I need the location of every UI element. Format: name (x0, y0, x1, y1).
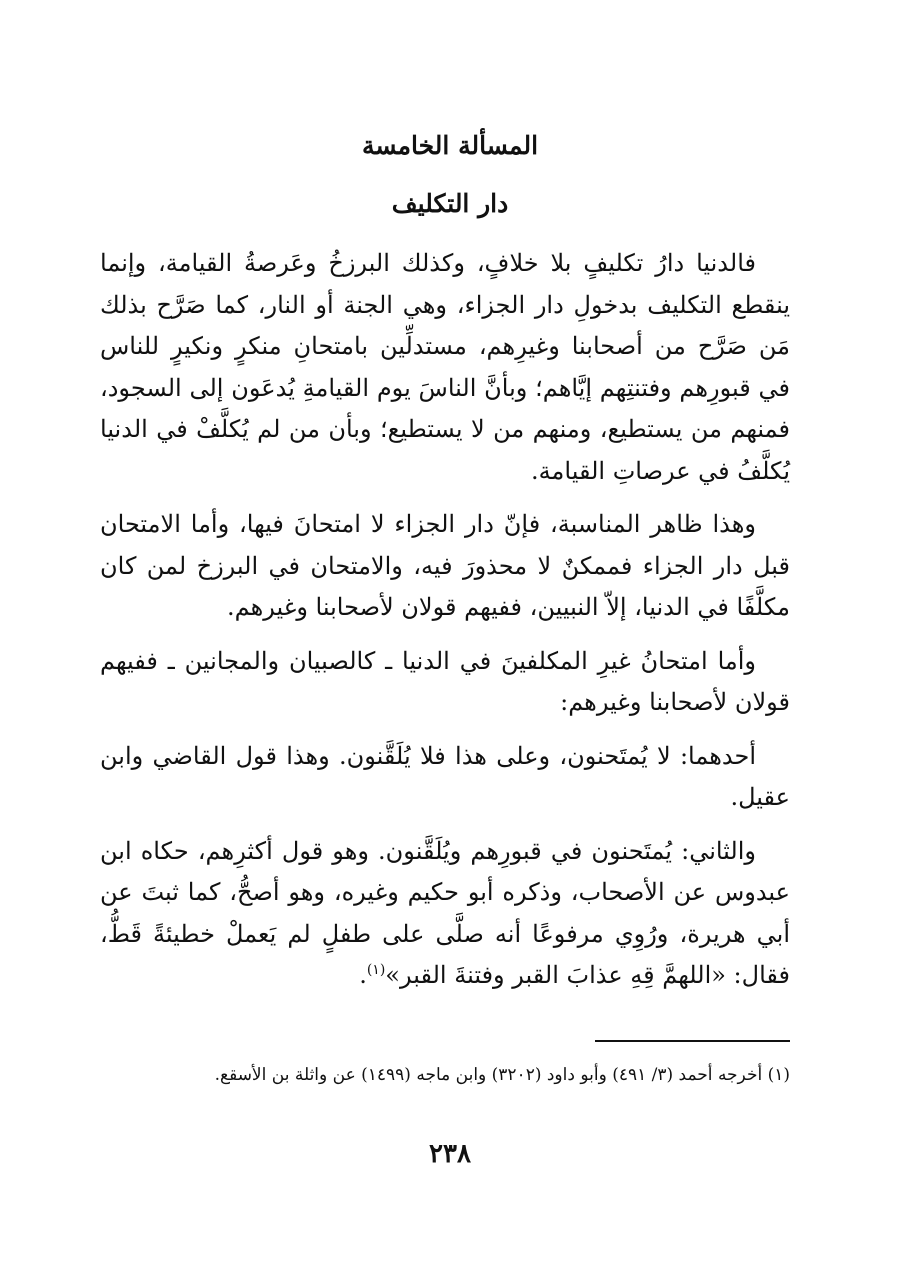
section-title: المسألة الخامسة (361, 131, 539, 160)
paragraph-2: وهذا ظاهر المناسبة، فإنّ دار الجزاء لا امتحانَ فيها، وأما الامتحان قبل دار الجزاء فممكنٌ لا محذورَ فيه، والامتحان في البرزخ لمن كان مكلَّفًا في الدنيا، إلاّ النبيين، ففيهم قولان لأصحابنا وغيرهم. (100, 510, 790, 621)
paragraph-5-text: والثاني: يُمتَحنون في قبورِهم ويُلَقَّنون. وهو قول أكثرِهم، حكاه ابن عبدوس عن الأصحاب، وذكره أبو حكيم وغيره، وهو أصحُّ، كما ثبتَ عن أبي هريرة، ورُوِي مرفوعًا أنه صلَّى على طفلٍ لم يَعملْ خطيئةً قَطُّ، فقال: «اللهمَّ قِهِ عذابَ القبر وفتنةَ القبر» (100, 836, 791, 989)
paragraph-5 (100, 831, 790, 997)
paragraph-5-end: . (359, 961, 367, 989)
paragraph-4: أحدهما: لا يُمتَحنون، وعلى هذا فلا يُلَقَّنون. وهذا قول القاضي وابن عقيل. (100, 741, 790, 811)
paragraph-3: وأما امتحانُ غيرِ المكلفينَ في الدنيا ـ كالصبيان والمجانين ـ ففيهم قولان لأصحابنا وغيرهم: (100, 646, 790, 716)
page-number: ٢٣٨ (429, 1139, 471, 1169)
section-subtitle: دار التكليف (391, 189, 509, 218)
footnote-reference[interactable]: (١) (366, 962, 386, 978)
footnote-divider (595, 1040, 790, 1042)
body-text (100, 243, 790, 1009)
footnote: (١) أخرجه أحمد (٣/ ٤٩١) وأبو داود (٣٢٠٢) وابن ماجه (١٤٩٩) عن واثلة بن الأسقع. (214, 1065, 790, 1085)
paragraph-1: فالدنيا دارُ تكليفٍ بلا خلافٍ، وكذلك البرزخُ وعَرصةُ القيامة، وإنما ينقطع التكليف بدخولِ دار الجزاء، وهي الجنة أو النار، كما صَرَّح بذلك مَن صَرَّح من أصحابنا وغيرِهم، مستدلِّين بامتحانِ منكرٍ ونكيرٍ للناس في قبورِهم وفتنتِهم إيَّاهم؛ وبأنَّ الناسَ يوم القيامةِ يُدعَون إلى السجود، فمنهم من يستطيع، ومنهم من لا يستطيع؛ وبأن من لم يُكلَّفْ في الدنيا يُكلَّفُ في عرصاتِ القيامة. (100, 249, 790, 485)
